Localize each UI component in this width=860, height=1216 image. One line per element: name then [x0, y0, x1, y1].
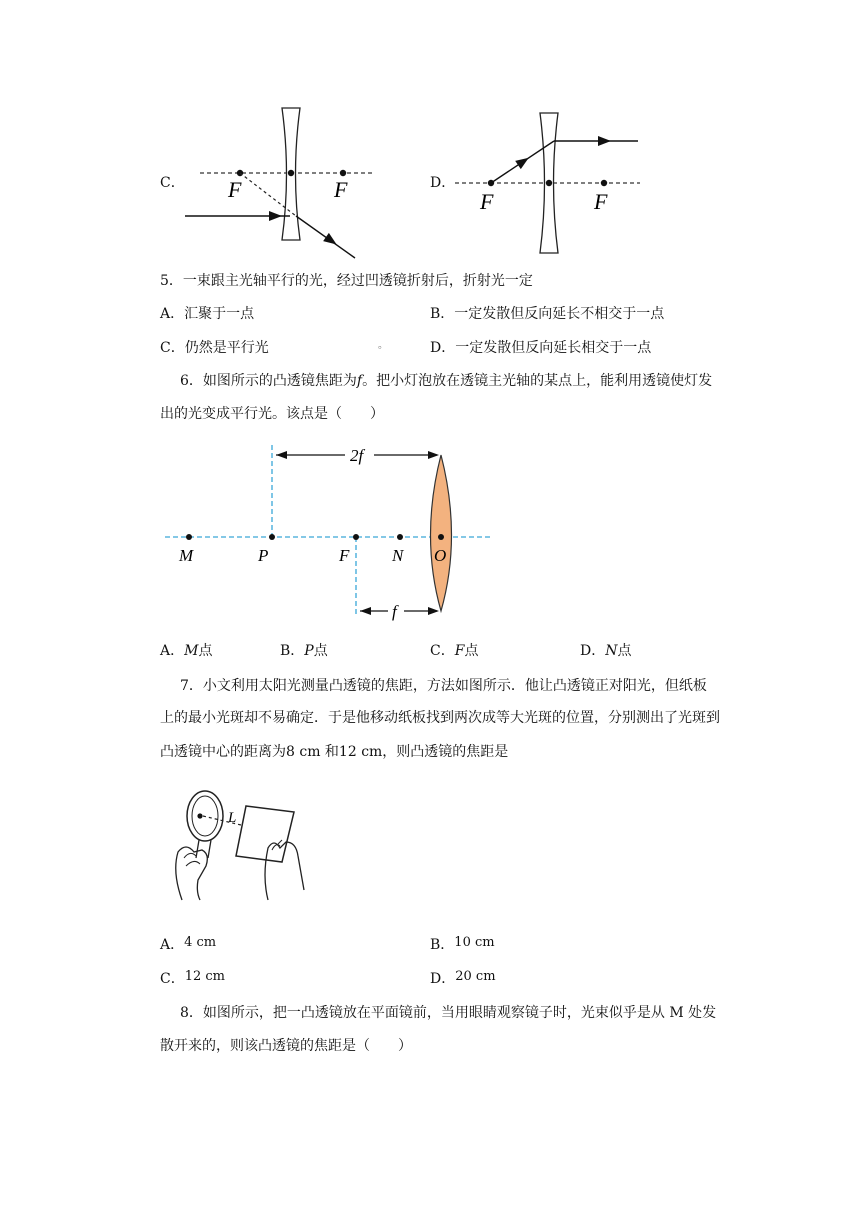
- point-p-label: P: [258, 546, 269, 565]
- q6-stem-line2: 出的光变成平行光。该点是（ ）: [160, 406, 384, 422]
- q6-option-a: A．M点: [160, 643, 213, 659]
- label-f: f: [392, 602, 397, 621]
- q8-stem-line2: 散开来的，则该凸透镜的焦距是（ ）: [160, 1038, 412, 1054]
- q7-option-d: D．20 cm: [430, 969, 496, 987]
- point-m-label: M: [179, 546, 194, 565]
- focus-label-right: F: [594, 189, 608, 214]
- focus-label-left: F: [480, 189, 494, 214]
- q7-option-b: B．10 cm: [430, 935, 495, 953]
- q7-stem-line1: 7．小文利用太阳光测量凸透镜的焦距，方法如图所示．他让凸透镜正对阳光，但纸板: [180, 678, 707, 694]
- q5-stem: 5．一束跟主光轴平行的光，经过凹透镜折射后，折射光一定: [160, 273, 533, 289]
- point-o-label: O: [434, 546, 447, 565]
- option-c-label: C．: [160, 175, 185, 191]
- q8-stem-line1: 8．如图所示，把一凸透镜放在平面镜前，当用眼睛观察镜子时，光束似乎是从 M 处发: [180, 1005, 717, 1021]
- point-f-label: F: [339, 546, 350, 565]
- q6-option-b: B．P点: [280, 643, 328, 659]
- q7-option-c: C．12 cm: [160, 969, 226, 987]
- label-2f: 2f: [350, 446, 364, 465]
- point-n-label: N: [392, 546, 404, 565]
- focus-label-left: F: [228, 177, 242, 202]
- distance-label: L: [228, 810, 237, 826]
- q6-option-d: D．N点: [580, 643, 632, 659]
- q6-option-c: C．F点: [430, 643, 479, 659]
- q6-stem-line1: 6．如图所示的凸透镜焦距为f。把小灯泡放在透镜主光轴的某点上，能利用透镜使灯发: [180, 373, 713, 389]
- focus-label-right: F: [334, 177, 348, 202]
- q5-option-a: A．汇聚于一点: [160, 306, 255, 322]
- option-d-label: D．: [430, 175, 456, 191]
- q5-option-c: C．仍然是平行光: [160, 340, 269, 356]
- stray-mark: 。: [378, 340, 388, 351]
- q5-option-d: D．一定发散但反向延长相交于一点: [430, 340, 652, 356]
- q5-option-b: B．一定发散但反向延长不相交于一点: [430, 306, 665, 322]
- q7-stem-line2: 上的最小光斑却不易确定．于是他移动纸板找到两次成等大光斑的位置，分别测出了光斑到: [160, 710, 720, 726]
- q7-stem-line3: 凸透镜中心的距离为8 cm 和12 cm，则凸透镜的焦距是: [160, 744, 509, 760]
- q7-option-a: A．4 cm: [160, 935, 217, 953]
